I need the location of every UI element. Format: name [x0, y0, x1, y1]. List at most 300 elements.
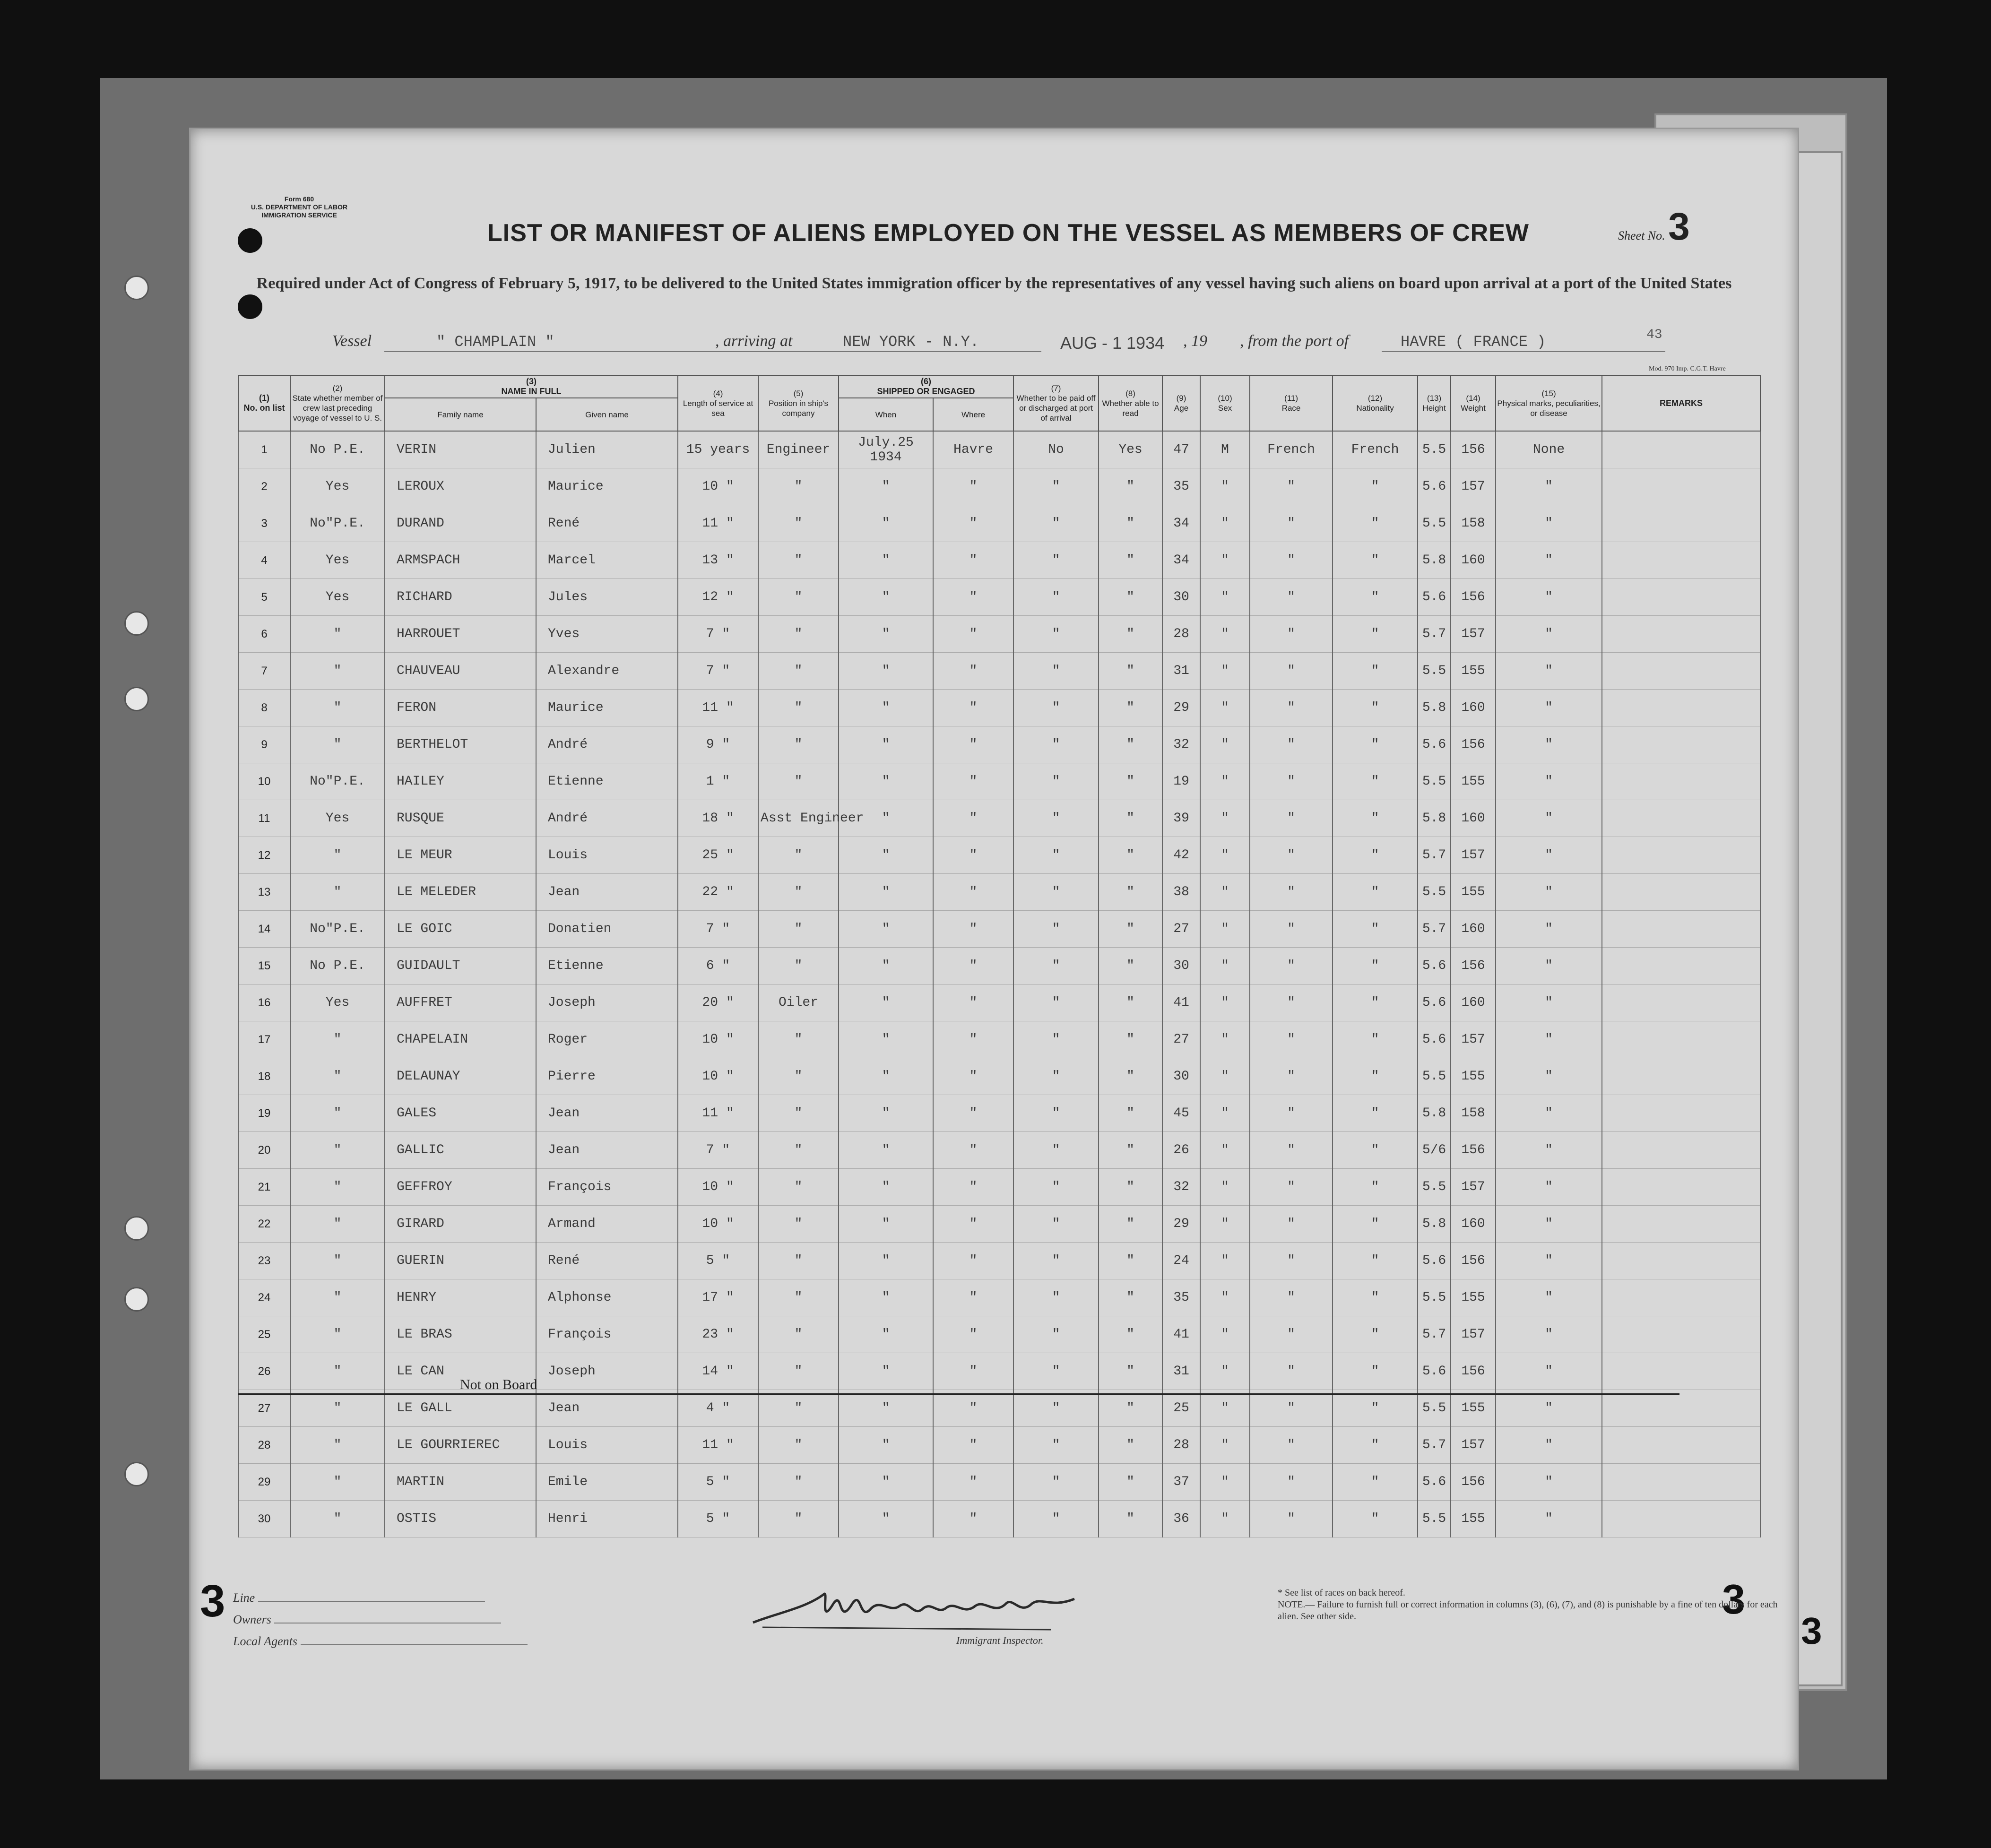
cell-marks: " — [1496, 468, 1602, 505]
cell-height: 5.5 — [1418, 1169, 1451, 1206]
cell-paid: " — [1013, 616, 1099, 653]
cell-sex: " — [1200, 653, 1250, 690]
cell-race: " — [1250, 726, 1333, 763]
table-row — [238, 1501, 1760, 1537]
cell-age: 27 — [1162, 911, 1200, 948]
cell-height: 5.6 — [1418, 1464, 1451, 1501]
service: IMMIGRATION SERVICE — [261, 211, 337, 219]
cell-no: 21 — [238, 1169, 290, 1206]
cell-marks: " — [1496, 1132, 1602, 1169]
cell-marks: " — [1496, 1464, 1602, 1501]
edge-sheet-number: 3 — [1801, 1610, 1822, 1652]
cell-weight: 155 — [1451, 653, 1496, 690]
cell-where: " — [933, 505, 1013, 542]
cell-given: Marcel — [536, 542, 678, 579]
cell-family: CHAUVEAU — [385, 653, 536, 690]
cell-nationality: " — [1333, 1464, 1418, 1501]
cell-remarks — [1602, 874, 1760, 911]
table-row — [238, 1095, 1760, 1132]
cell-family: HAILEY — [385, 763, 536, 800]
cell-read: " — [1099, 800, 1162, 837]
cell-family: OSTIS — [385, 1501, 536, 1537]
cell-remarks — [1602, 1464, 1760, 1501]
cell-age: 19 — [1162, 763, 1200, 800]
cell-sex: " — [1200, 984, 1250, 1021]
cell-family: GALES — [385, 1095, 536, 1132]
cell-weight: 155 — [1451, 1279, 1496, 1316]
cell-weight: 155 — [1451, 763, 1496, 800]
cell-position: " — [758, 1316, 839, 1353]
cell-where: " — [933, 984, 1013, 1021]
cell-height: 5.5 — [1418, 431, 1451, 468]
vessel-line — [238, 332, 1750, 361]
cell-height: 5.5 — [1418, 1390, 1451, 1427]
cell-paid: " — [1013, 763, 1099, 800]
not-on-board-annotation: Not on Board — [460, 1377, 537, 1392]
cell-race: " — [1250, 616, 1333, 653]
cell-race: " — [1250, 1279, 1333, 1316]
cell-no: 15 — [238, 948, 290, 984]
cell-height: 5.6 — [1418, 984, 1451, 1021]
cell-remarks — [1602, 1279, 1760, 1316]
table-row — [238, 800, 1760, 837]
cell-sex: " — [1200, 726, 1250, 763]
cell-prev: Yes — [290, 800, 385, 837]
cell-when: " — [839, 1501, 933, 1537]
cell-height: 5.5 — [1418, 505, 1451, 542]
owners-label: Owners — [233, 1613, 271, 1626]
cell-family: LEROUX — [385, 468, 536, 505]
cell-read: " — [1099, 542, 1162, 579]
cell-when: " — [839, 1464, 933, 1501]
cell-when: " — [839, 837, 933, 874]
cell-race: " — [1250, 1132, 1333, 1169]
cell-paid: " — [1013, 726, 1099, 763]
cell-family: CHAPELAIN — [385, 1021, 536, 1058]
cell-read: " — [1099, 468, 1162, 505]
cell-weight: 158 — [1451, 1095, 1496, 1132]
printer-note: Mod. 970 Imp. C.G.T. Havre — [1649, 365, 1726, 372]
cell-read: " — [1099, 1464, 1162, 1501]
cell-where: " — [933, 653, 1013, 690]
sheet-number-value: 3 — [1668, 205, 1690, 248]
cell-no: 19 — [238, 1095, 290, 1132]
cell-marks: " — [1496, 1427, 1602, 1464]
cell-paid: " — [1013, 911, 1099, 948]
cell-paid: " — [1013, 579, 1099, 616]
department: U.S. DEPARTMENT OF LABOR — [251, 203, 348, 211]
cell-sex: " — [1200, 1390, 1250, 1427]
year-label: , 19 — [1183, 332, 1207, 350]
cell-prev: " — [290, 1095, 385, 1132]
cell-race: " — [1250, 763, 1333, 800]
cell-where: " — [933, 1279, 1013, 1316]
cell-marks: " — [1496, 726, 1602, 763]
note-penalty: NOTE.— Failure to furnish full or correct information in columns (3), (6), (7), and (8) is punishable by a fine of ten dollars for each alien. See other side. — [1278, 1599, 1778, 1622]
cell-position: " — [758, 1279, 839, 1316]
cell-where: " — [933, 1464, 1013, 1501]
cell-read: " — [1099, 763, 1162, 800]
cell-read: " — [1099, 1095, 1162, 1132]
cell-family: MARTIN — [385, 1464, 536, 1501]
cell-service: 18 " — [678, 800, 758, 837]
cell-paid: " — [1013, 984, 1099, 1021]
cell-race: " — [1250, 1206, 1333, 1243]
cell-read: " — [1099, 984, 1162, 1021]
cell-height: 5.8 — [1418, 542, 1451, 579]
table-row — [238, 616, 1760, 653]
cell-read: " — [1099, 874, 1162, 911]
cell-age: 32 — [1162, 726, 1200, 763]
cell-no: 5 — [238, 579, 290, 616]
cell-service: 10 " — [678, 1021, 758, 1058]
cell-paid: " — [1013, 542, 1099, 579]
cell-nationality: French — [1333, 431, 1418, 468]
cell-family: VERIN — [385, 431, 536, 468]
cell-where: Havre — [933, 431, 1013, 468]
cell-no: 30 — [238, 1501, 290, 1537]
cell-race: " — [1250, 1169, 1333, 1206]
cell-sex: " — [1200, 1021, 1250, 1058]
cell-paid: No — [1013, 431, 1099, 468]
table-row — [238, 911, 1760, 948]
cell-age: 29 — [1162, 1206, 1200, 1243]
cell-weight: 160 — [1451, 911, 1496, 948]
cell-given: François — [536, 1316, 678, 1353]
cell-service: 11 " — [678, 690, 758, 726]
cell-weight: 155 — [1451, 1390, 1496, 1427]
cell-race: " — [1250, 1316, 1333, 1353]
cell-remarks — [1602, 800, 1760, 837]
table-row — [238, 1464, 1760, 1501]
cell-prev: No"P.E. — [290, 505, 385, 542]
table-row — [238, 726, 1760, 763]
cell-given: René — [536, 1243, 678, 1279]
cell-where: " — [933, 911, 1013, 948]
cell-weight: 156 — [1451, 1132, 1496, 1169]
cell-height: 5.6 — [1418, 726, 1451, 763]
cell-remarks — [1602, 1132, 1760, 1169]
binder-hole — [124, 1287, 149, 1312]
cell-height: 5.7 — [1418, 1427, 1451, 1464]
cell-nationality: " — [1333, 1132, 1418, 1169]
cell-sex: " — [1200, 1169, 1250, 1206]
cell-prev: " — [290, 1169, 385, 1206]
cell-marks: " — [1496, 800, 1602, 837]
cell-paid: " — [1013, 948, 1099, 984]
cell-prev: " — [290, 1390, 385, 1427]
cell-when: " — [839, 984, 933, 1021]
cell-position: " — [758, 911, 839, 948]
cell-paid: " — [1013, 690, 1099, 726]
cell-given: Alphonse — [536, 1279, 678, 1316]
cell-read: " — [1099, 616, 1162, 653]
cell-race: " — [1250, 1243, 1333, 1279]
cell-prev: " — [290, 1316, 385, 1353]
cell-given: Maurice — [536, 690, 678, 726]
cell-age: 28 — [1162, 616, 1200, 653]
cell-height: 5.8 — [1418, 800, 1451, 837]
cell-marks: " — [1496, 1206, 1602, 1243]
cell-no: 6 — [238, 616, 290, 653]
cell-age: 27 — [1162, 1021, 1200, 1058]
cell-read: " — [1099, 1353, 1162, 1390]
cell-prev: " — [290, 1427, 385, 1464]
crew-rows — [238, 431, 1760, 1537]
binder-hole — [124, 611, 149, 636]
cell-marks: " — [1496, 948, 1602, 984]
cell-weight: 155 — [1451, 1501, 1496, 1537]
cell-given: Etienne — [536, 948, 678, 984]
cell-given: Jean — [536, 874, 678, 911]
cell-no: 8 — [238, 690, 290, 726]
cell-height: 5.7 — [1418, 616, 1451, 653]
cell-position: " — [758, 1058, 839, 1095]
cell-prev: " — [290, 653, 385, 690]
cell-weight: 155 — [1451, 874, 1496, 911]
cell-no: 23 — [238, 1243, 290, 1279]
footer-fields — [233, 1587, 528, 1652]
cell-height: 5.5 — [1418, 763, 1451, 800]
cell-paid: " — [1013, 1095, 1099, 1132]
cell-prev: " — [290, 1279, 385, 1316]
cell-given: Maurice — [536, 468, 678, 505]
cell-no: 7 — [238, 653, 290, 690]
cell-sex: " — [1200, 1132, 1250, 1169]
cell-weight: 156 — [1451, 1353, 1496, 1390]
cell-marks: None — [1496, 431, 1602, 468]
col-header-given-name: Given name — [536, 398, 678, 431]
cell-marks: " — [1496, 1058, 1602, 1095]
cell-given: François — [536, 1169, 678, 1206]
cell-sex: " — [1200, 690, 1250, 726]
cell-weight: 160 — [1451, 800, 1496, 837]
table-row — [238, 948, 1760, 984]
col-header-remarks: REMARKS — [1602, 375, 1760, 431]
cell-given: Donatien — [536, 911, 678, 948]
cell-when: " — [839, 1132, 933, 1169]
cell-where: " — [933, 1132, 1013, 1169]
col-header-age: (9) Age — [1162, 375, 1200, 431]
cell-marks: " — [1496, 1390, 1602, 1427]
cell-family: LE MELEDER — [385, 874, 536, 911]
cell-where: " — [933, 579, 1013, 616]
cell-given: André — [536, 800, 678, 837]
cell-no: 27 — [238, 1390, 290, 1427]
cell-when: " — [839, 726, 933, 763]
cell-family: LE GALL — [385, 1390, 536, 1427]
cell-given: René — [536, 505, 678, 542]
cell-paid: " — [1013, 1501, 1099, 1537]
cell-marks: " — [1496, 505, 1602, 542]
cell-nationality: " — [1333, 1279, 1418, 1316]
cell-remarks — [1602, 1390, 1760, 1427]
cell-race: " — [1250, 1501, 1333, 1537]
col-header-weight: (14) Weight — [1451, 375, 1496, 431]
cell-height: 5.6 — [1418, 948, 1451, 984]
line-underline — [258, 1590, 485, 1602]
cell-read: " — [1099, 1058, 1162, 1095]
cell-race: " — [1250, 1390, 1333, 1427]
cell-nationality: " — [1333, 1169, 1418, 1206]
cell-age: 32 — [1162, 1169, 1200, 1206]
cell-race: " — [1250, 653, 1333, 690]
cell-remarks — [1602, 1427, 1760, 1464]
cell-service: 10 " — [678, 1058, 758, 1095]
cell-weight: 157 — [1451, 837, 1496, 874]
table-row — [238, 1390, 1760, 1427]
binder-hole — [124, 1462, 149, 1486]
cell-family: HENRY — [385, 1279, 536, 1316]
cell-race: " — [1250, 874, 1333, 911]
cell-prev: " — [290, 1353, 385, 1390]
cell-service: 10 " — [678, 1169, 758, 1206]
cell-read: " — [1099, 1279, 1162, 1316]
col-header-shipped: (6) SHIPPED OR ENGAGED — [839, 375, 1013, 398]
cell-no: 24 — [238, 1279, 290, 1316]
cell-when: " — [839, 505, 933, 542]
cell-age: 30 — [1162, 948, 1200, 984]
cell-nationality: " — [1333, 1058, 1418, 1095]
cell-remarks — [1602, 505, 1760, 542]
cell-marks: " — [1496, 1095, 1602, 1132]
cell-no: 16 — [238, 984, 290, 1021]
table-row — [238, 1021, 1760, 1058]
cell-read: " — [1099, 579, 1162, 616]
cell-sex: " — [1200, 1501, 1250, 1537]
cell-height: 5.8 — [1418, 690, 1451, 726]
cell-where: " — [933, 1390, 1013, 1427]
cell-where: " — [933, 837, 1013, 874]
cell-when: " — [839, 874, 933, 911]
cell-weight: 155 — [1451, 1058, 1496, 1095]
cell-position: " — [758, 1464, 839, 1501]
cell-remarks — [1602, 726, 1760, 763]
cell-service: 13 " — [678, 542, 758, 579]
cell-race: " — [1250, 837, 1333, 874]
cell-sex: " — [1200, 1243, 1250, 1279]
cell-where: " — [933, 1243, 1013, 1279]
cell-when: " — [839, 1316, 933, 1353]
cell-given: Jean — [536, 1132, 678, 1169]
cell-sex: " — [1200, 1279, 1250, 1316]
form-number: Form 680 — [284, 195, 314, 203]
cell-prev: " — [290, 690, 385, 726]
cell-when: " — [839, 763, 933, 800]
binder-hole — [238, 228, 262, 253]
table-row — [238, 579, 1760, 616]
cell-age: 41 — [1162, 1316, 1200, 1353]
cell-marks: " — [1496, 874, 1602, 911]
cell-family: FERON — [385, 690, 536, 726]
cell-nationality: " — [1333, 690, 1418, 726]
cell-position: " — [758, 1021, 839, 1058]
cell-height: 5.5 — [1418, 653, 1451, 690]
cell-remarks — [1602, 1316, 1760, 1353]
cell-paid: " — [1013, 800, 1099, 837]
cell-prev: " — [290, 616, 385, 653]
cell-race: " — [1250, 505, 1333, 542]
cell-service: 6 " — [678, 948, 758, 984]
cell-paid: " — [1013, 1464, 1099, 1501]
table-row — [238, 431, 1760, 468]
cell-weight: 157 — [1451, 1316, 1496, 1353]
cell-nationality: " — [1333, 1427, 1418, 1464]
cell-when: " — [839, 579, 933, 616]
cell-prev: " — [290, 1021, 385, 1058]
cell-position: Asst Engineer — [758, 800, 839, 837]
cell-position: " — [758, 763, 839, 800]
cell-when: " — [839, 948, 933, 984]
cell-read: " — [1099, 1021, 1162, 1058]
cell-sex: " — [1200, 542, 1250, 579]
cell-read: " — [1099, 911, 1162, 948]
cell-where: " — [933, 874, 1013, 911]
cell-marks: " — [1496, 542, 1602, 579]
table-row — [238, 1243, 1760, 1279]
cell-sex: " — [1200, 874, 1250, 911]
cell-no: 13 — [238, 874, 290, 911]
cell-position: " — [758, 1206, 839, 1243]
cell-where: " — [933, 1021, 1013, 1058]
cell-when: " — [839, 1243, 933, 1279]
cell-sex: " — [1200, 1353, 1250, 1390]
cell-age: 42 — [1162, 837, 1200, 874]
cell-paid: " — [1013, 1206, 1099, 1243]
cell-marks: " — [1496, 911, 1602, 948]
note-race: * See list of races on back hereof. — [1278, 1588, 1405, 1598]
inspector-label: Immigrant Inspector. — [956, 1634, 1044, 1646]
cell-paid: " — [1013, 1390, 1099, 1427]
cell-prev: " — [290, 874, 385, 911]
cell-where: " — [933, 1206, 1013, 1243]
cell-family: DURAND — [385, 505, 536, 542]
cell-service: 5 " — [678, 1501, 758, 1537]
cell-position: " — [758, 1169, 839, 1206]
cell-where: " — [933, 726, 1013, 763]
cell-height: 5.7 — [1418, 911, 1451, 948]
cell-age: 35 — [1162, 468, 1200, 505]
cell-prev: " — [290, 1243, 385, 1279]
sheet-label: Sheet No. — [1618, 229, 1665, 242]
cell-age: 47 — [1162, 431, 1200, 468]
cell-race: " — [1250, 1427, 1333, 1464]
cell-nationality: " — [1333, 837, 1418, 874]
cell-given: Joseph — [536, 984, 678, 1021]
cell-prev: Yes — [290, 542, 385, 579]
cell-remarks — [1602, 1243, 1760, 1279]
cell-no: 4 — [238, 542, 290, 579]
cell-age: 31 — [1162, 1353, 1200, 1390]
cell-given: Emile — [536, 1464, 678, 1501]
cell-service: 15 years — [678, 431, 758, 468]
cell-age: 39 — [1162, 800, 1200, 837]
cell-nationality: " — [1333, 1501, 1418, 1537]
cell-age: 30 — [1162, 579, 1200, 616]
cell-nationality: " — [1333, 1206, 1418, 1243]
cell-remarks — [1602, 690, 1760, 726]
cell-when: " — [839, 1021, 933, 1058]
table-row — [238, 542, 1760, 579]
cell-marks: " — [1496, 653, 1602, 690]
inspector-signature — [748, 1575, 1079, 1641]
col-header-no: (1) No. on list — [238, 375, 290, 431]
cell-service: 5 " — [678, 1464, 758, 1501]
cell-no: 10 — [238, 763, 290, 800]
table-row — [238, 1058, 1760, 1095]
cell-age: 24 — [1162, 1243, 1200, 1279]
cell-family: HARROUET — [385, 616, 536, 653]
